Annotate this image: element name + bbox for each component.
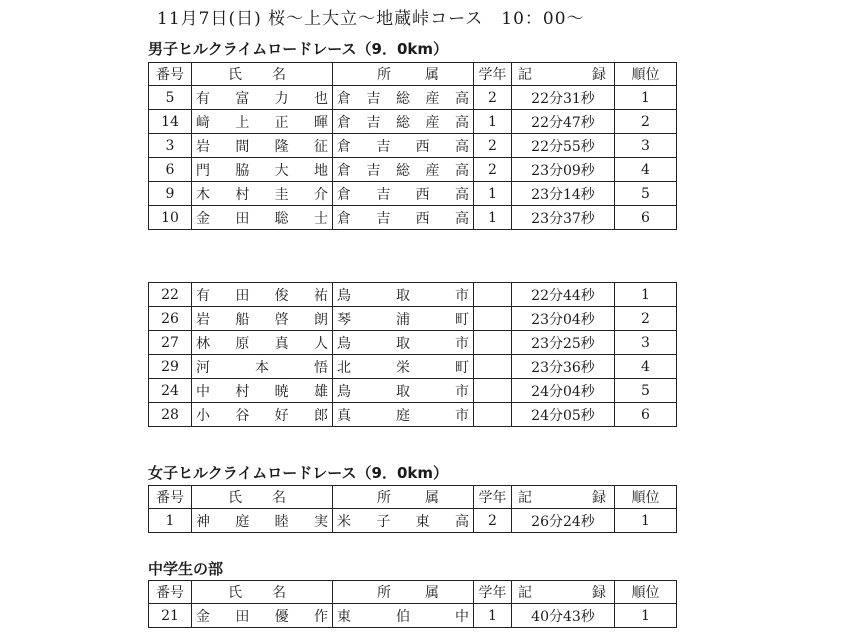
char: 市: [455, 335, 469, 352]
spread-text: [196, 357, 328, 377]
race-time: 26分24秒: [512, 509, 615, 533]
athlete-name: [192, 509, 333, 533]
char: 介: [313, 186, 328, 203]
table-row: [149, 158, 677, 182]
spread-text: [196, 405, 328, 425]
table-row: [149, 110, 677, 134]
spread-text: [196, 606, 328, 626]
header-affiliation: [333, 63, 474, 86]
char: 岩: [196, 138, 210, 155]
table-row: [149, 331, 677, 355]
char: 市: [455, 407, 469, 424]
char: 小: [196, 407, 210, 424]
rank: 2: [615, 307, 677, 331]
header-affiliation: [333, 486, 474, 509]
char: 北: [337, 359, 351, 376]
affiliation: [333, 158, 474, 182]
affiliation: [333, 307, 474, 331]
table-row: [149, 379, 677, 403]
athlete-name: [192, 331, 333, 355]
rank: 1: [615, 509, 677, 533]
section-title: 女子ヒルクライムロードレース（9．0km）: [148, 464, 448, 482]
school-year: [474, 283, 512, 307]
char: 鳥: [337, 287, 351, 304]
spread-text: [337, 309, 469, 329]
table-row: [149, 206, 677, 230]
school-year: [474, 379, 512, 403]
bib-number: 21: [149, 604, 192, 628]
char: 氏: [228, 67, 242, 83]
school-year: [474, 307, 512, 331]
char: 録: [592, 490, 606, 506]
header-record: [512, 581, 615, 604]
rank: 3: [615, 331, 677, 355]
table-row: [149, 283, 677, 307]
header-rank: 順位: [615, 581, 677, 604]
char: 有: [196, 287, 210, 304]
char: 鳥: [337, 383, 351, 400]
rank: 2: [615, 110, 677, 134]
char: 倉: [337, 210, 351, 227]
char: 木: [196, 186, 210, 203]
char: 米: [337, 513, 351, 530]
char: 原: [235, 335, 250, 352]
spread-text: [337, 606, 469, 626]
table-row: [149, 355, 677, 379]
char: 林: [196, 335, 210, 352]
char: 倉: [337, 114, 351, 131]
char: 俊: [274, 287, 289, 304]
school-year: 1: [474, 604, 512, 628]
spread-text: [337, 184, 469, 204]
rank: 6: [615, 206, 677, 230]
char: 村: [235, 383, 250, 400]
char: 倉: [337, 186, 351, 203]
char: 人: [313, 335, 328, 352]
spread-text: [196, 511, 328, 531]
spread-text: [337, 405, 469, 425]
athlete-name: [192, 403, 333, 427]
char: 優: [274, 608, 289, 625]
affiliation: [333, 134, 474, 158]
race-time: 40分43秒: [512, 604, 615, 628]
char: 有: [196, 90, 210, 107]
char: 倉: [337, 90, 351, 107]
char: 琴: [337, 311, 351, 328]
header-record: [512, 486, 615, 509]
school-year: 1: [474, 182, 512, 206]
spread-text: [337, 357, 469, 377]
header-rank: 順位: [615, 63, 677, 86]
section-title: 中学生の部: [148, 560, 224, 578]
school-year: 2: [474, 134, 512, 158]
school-year: 2: [474, 158, 512, 182]
event-title: 11月7日(日) 桜～上大立～地蔵峠コース 10：00～: [157, 9, 585, 29]
char: 睦: [274, 513, 289, 530]
affiliation: [333, 403, 474, 427]
char: 好: [274, 407, 289, 424]
spread-text: [514, 582, 612, 602]
spread-text: [196, 285, 328, 305]
char: 高: [454, 138, 469, 155]
spread-text: [337, 112, 469, 132]
char: 庭: [396, 407, 410, 424]
char: 産: [425, 162, 440, 179]
bib-number: 27: [149, 331, 192, 355]
char: 啓: [274, 311, 289, 328]
header-year: 学年: [474, 581, 512, 604]
char: 市: [455, 287, 469, 304]
rank: 1: [615, 86, 677, 110]
spread-text: [337, 582, 469, 602]
char: 子: [376, 513, 391, 530]
char: 河: [196, 359, 210, 376]
char: 庭: [235, 513, 250, 530]
athlete-name: [192, 110, 333, 134]
school-year: 2: [474, 509, 512, 533]
spread-text: [337, 208, 469, 228]
char: 中: [196, 383, 210, 400]
char: 氏: [228, 585, 242, 601]
affiliation: [333, 86, 474, 110]
char: 総: [396, 162, 410, 179]
char: 脇: [235, 162, 250, 179]
affiliation: [333, 331, 474, 355]
char: 高: [454, 186, 469, 203]
char: 記: [518, 490, 532, 506]
header-number: 番号: [149, 63, 192, 86]
spread-text: [196, 88, 328, 108]
section-title: 男子ヒルクライムロードレース（9．0km）: [148, 40, 448, 58]
rank: 3: [615, 134, 677, 158]
char: 高: [455, 90, 469, 107]
bib-number: 22: [149, 283, 192, 307]
race-time: 23分25秒: [512, 331, 615, 355]
char: 雄: [313, 383, 328, 400]
table-row: [149, 604, 677, 628]
char: 総: [396, 90, 410, 107]
race-time: 24分04秒: [512, 379, 615, 403]
char: 記: [518, 67, 532, 83]
rank: 5: [615, 182, 677, 206]
char: 氏: [228, 490, 242, 506]
char: 産: [425, 90, 440, 107]
char: 町: [455, 311, 469, 328]
char: 倉: [337, 162, 351, 179]
char: 岩: [196, 311, 210, 328]
char: 所: [377, 490, 391, 506]
spread-text: [514, 64, 612, 84]
athlete-name: [192, 604, 333, 628]
char: 属: [425, 490, 439, 506]
char: 栄: [396, 359, 410, 376]
char: 実: [313, 513, 328, 530]
athlete-name: [192, 134, 333, 158]
char: 東: [415, 513, 430, 530]
char: 朗: [313, 311, 328, 328]
spread-text: [337, 160, 469, 180]
char: 市: [455, 383, 469, 400]
spread-text: [337, 88, 469, 108]
race-time: 23分36秒: [512, 355, 615, 379]
char: 正: [274, 114, 289, 131]
header-name: [192, 581, 333, 604]
char: 西: [415, 210, 430, 227]
spread-text: [337, 487, 469, 507]
race-time: 23分04秒: [512, 307, 615, 331]
results-table: [148, 580, 677, 628]
char: 総: [396, 114, 410, 131]
affiliation: [333, 604, 474, 628]
athlete-name: [192, 158, 333, 182]
char: 郎: [313, 407, 328, 424]
rank: 4: [615, 158, 677, 182]
table-row: [149, 182, 677, 206]
char: 高: [455, 162, 469, 179]
bib-number: 10: [149, 206, 192, 230]
spread-text: [196, 333, 328, 353]
char: 谷: [235, 407, 250, 424]
char: 田: [235, 287, 250, 304]
char: 浦: [396, 311, 410, 328]
results-table: [148, 282, 677, 427]
char: 取: [396, 383, 410, 400]
table-header-row: [149, 63, 677, 86]
table-header-row: [149, 581, 677, 604]
char: 祐: [313, 287, 328, 304]
char: 産: [425, 114, 440, 131]
spread-text: [337, 64, 469, 84]
race-time: 22分55秒: [512, 134, 615, 158]
athlete-name: [192, 307, 333, 331]
char: 所: [377, 585, 391, 601]
char: 属: [425, 585, 439, 601]
char: 富: [235, 90, 250, 107]
spread-text: [196, 582, 328, 602]
spread-text: [196, 160, 328, 180]
bib-number: 26: [149, 307, 192, 331]
athlete-name: [192, 283, 333, 307]
header-record: [512, 63, 615, 86]
affiliation: [333, 182, 474, 206]
spread-text: [196, 208, 328, 228]
char: 田: [235, 608, 250, 625]
athlete-name: [192, 86, 333, 110]
bib-number: 5: [149, 86, 192, 110]
char: 村: [235, 186, 250, 203]
char: 高: [454, 210, 469, 227]
table-row: [149, 86, 677, 110]
table-row: [149, 509, 677, 533]
athlete-name: [192, 206, 333, 230]
header-year: 学年: [474, 63, 512, 86]
char: 也: [313, 90, 328, 107]
race-time: 23分09秒: [512, 158, 615, 182]
school-year: 1: [474, 206, 512, 230]
spread-text: [337, 511, 469, 531]
char: 金: [196, 210, 210, 227]
char: 作: [313, 608, 328, 625]
athlete-name: [192, 182, 333, 206]
header-name: [192, 486, 333, 509]
header-affiliation: [333, 581, 474, 604]
char: 取: [396, 287, 410, 304]
char: 町: [455, 359, 469, 376]
bib-number: 1: [149, 509, 192, 533]
char: 真: [337, 407, 351, 424]
table-header-row: [149, 486, 677, 509]
char: 田: [235, 210, 250, 227]
char: 暁: [274, 383, 289, 400]
char: 吉: [376, 138, 391, 155]
race-time: 24分05秒: [512, 403, 615, 427]
char: 吉: [366, 162, 381, 179]
char: 征: [313, 138, 328, 155]
char: 鳥: [337, 335, 351, 352]
rank: 5: [615, 379, 677, 403]
char: 間: [235, 138, 250, 155]
school-year: [474, 331, 512, 355]
char: 取: [396, 335, 410, 352]
char: 聡: [274, 210, 289, 227]
char: 吉: [366, 90, 381, 107]
char: 属: [425, 67, 439, 83]
char: 隆: [274, 138, 289, 155]
table-row: [149, 403, 677, 427]
spread-text: [337, 333, 469, 353]
char: 高: [455, 114, 469, 131]
char: 真: [274, 335, 289, 352]
race-time: 22分44秒: [512, 283, 615, 307]
bib-number: 14: [149, 110, 192, 134]
spread-text: [514, 487, 612, 507]
affiliation: [333, 110, 474, 134]
spread-text: [337, 136, 469, 156]
spread-text: [196, 184, 328, 204]
race-time: 23分37秒: [512, 206, 615, 230]
table-row: [149, 134, 677, 158]
char: 名: [272, 490, 286, 506]
athlete-name: [192, 379, 333, 403]
bib-number: 6: [149, 158, 192, 182]
char: 記: [518, 585, 532, 601]
race-time: 22分47秒: [512, 110, 615, 134]
rank: 4: [615, 355, 677, 379]
table-row: [149, 307, 677, 331]
char: 地: [313, 162, 328, 179]
char: 﨑: [196, 114, 210, 131]
char: 名: [272, 585, 286, 601]
char: 録: [592, 585, 606, 601]
header-number: 番号: [149, 581, 192, 604]
header-year: 学年: [474, 486, 512, 509]
bib-number: 24: [149, 379, 192, 403]
char: 悟: [314, 359, 328, 376]
char: 士: [313, 210, 328, 227]
char: 船: [235, 311, 250, 328]
athlete-name: [192, 355, 333, 379]
results-table: [148, 62, 677, 230]
char: 吉: [366, 114, 381, 131]
char: 吉: [376, 210, 391, 227]
results-table: [148, 485, 677, 533]
char: 伯: [396, 608, 410, 625]
bib-number: 28: [149, 403, 192, 427]
rank: 1: [615, 604, 677, 628]
char: 上: [235, 114, 250, 131]
rank: 1: [615, 283, 677, 307]
affiliation: [333, 206, 474, 230]
char: 所: [377, 67, 391, 83]
rank: 6: [615, 403, 677, 427]
char: 西: [415, 186, 430, 203]
char: 高: [454, 513, 469, 530]
bib-number: 29: [149, 355, 192, 379]
spread-text: [196, 381, 328, 401]
char: 中: [455, 608, 469, 625]
header-number: 番号: [149, 486, 192, 509]
school-year: 1: [474, 110, 512, 134]
spread-text: [196, 64, 328, 84]
race-time: 23分14秒: [512, 182, 615, 206]
affiliation: [333, 509, 474, 533]
school-year: 2: [474, 86, 512, 110]
char: 神: [196, 513, 210, 530]
header-rank: 順位: [615, 486, 677, 509]
spread-text: [196, 309, 328, 329]
school-year: [474, 355, 512, 379]
bib-number: 9: [149, 182, 192, 206]
char: 門: [196, 162, 210, 179]
affiliation: [333, 283, 474, 307]
char: 録: [592, 67, 606, 83]
char: 暉: [313, 114, 328, 131]
race-time: 22分31秒: [512, 86, 615, 110]
spread-text: [337, 381, 469, 401]
char: 西: [415, 138, 430, 155]
spread-text: [196, 487, 328, 507]
header-name: [192, 63, 333, 86]
affiliation: [333, 379, 474, 403]
char: 本: [255, 359, 269, 376]
char: 東: [337, 608, 351, 625]
school-year: [474, 403, 512, 427]
spread-text: [196, 136, 328, 156]
affiliation: [333, 355, 474, 379]
char: 圭: [274, 186, 289, 203]
char: 名: [272, 67, 286, 83]
char: 倉: [337, 138, 351, 155]
bib-number: 3: [149, 134, 192, 158]
char: 大: [274, 162, 289, 179]
char: 力: [274, 90, 289, 107]
spread-text: [196, 112, 328, 132]
char: 吉: [376, 186, 391, 203]
char: 金: [196, 608, 210, 625]
spread-text: [337, 285, 469, 305]
